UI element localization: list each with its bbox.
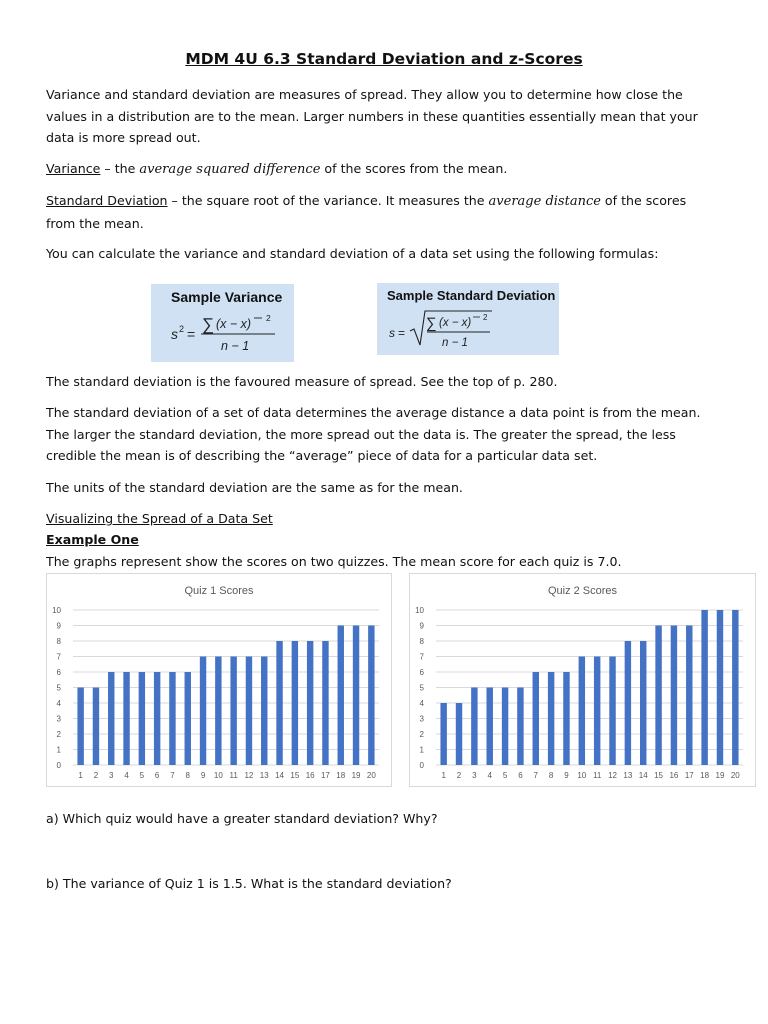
y-tick-label: 10 [415, 606, 424, 615]
bar [625, 641, 631, 765]
svg-text:n − 1: n − 1 [442, 337, 468, 349]
y-tick-label: 6 [419, 668, 424, 677]
svg-text:2: 2 [266, 313, 271, 323]
sd-meaning-line-2: The larger the standard deviation, the more spread out the data is. The greater the spread, the less [46, 426, 676, 442]
intro-paragraph [46, 84, 726, 149]
bar [701, 610, 707, 765]
y-tick-label: 10 [52, 606, 61, 615]
bar [338, 626, 344, 766]
formula-intro: You can calculate the variance and standard deviation of a data set using the following formulas: [46, 246, 659, 261]
svg-text:=: = [187, 326, 196, 342]
bar [169, 672, 175, 765]
x-tick-label: 7 [533, 771, 539, 780]
bar [579, 657, 585, 766]
chart-title: Quiz 1 Scores [184, 585, 254, 597]
variance-def-pre: – the [100, 161, 140, 176]
bar [77, 688, 83, 766]
bar [594, 657, 600, 766]
x-tick-label: 4 [124, 771, 129, 780]
bar [261, 657, 267, 766]
bar [563, 672, 569, 765]
x-tick-label: 11 [593, 771, 602, 780]
bar [686, 626, 692, 766]
x-tick-label: 5 [139, 771, 145, 780]
svg-text:2: 2 [179, 324, 185, 334]
y-tick-label: 4 [56, 699, 61, 708]
x-tick-label: 18 [336, 771, 346, 780]
x-tick-label: 14 [638, 771, 648, 780]
bar [276, 641, 282, 765]
y-tick-label: 1 [419, 745, 424, 755]
x-tick-label: 4 [487, 771, 492, 780]
sample-sd-formula [377, 283, 559, 355]
svg-text:s: s [389, 326, 395, 340]
x-tick-label: 16 [305, 771, 315, 780]
bar [732, 610, 738, 765]
svg-text:∑: ∑ [426, 315, 437, 332]
sample-sd-title: Sample Standard Deviation [387, 288, 556, 303]
bar [154, 672, 160, 765]
x-tick-label: 8 [185, 771, 190, 780]
sample-variance-formula [151, 284, 294, 362]
x-tick-label: 18 [700, 771, 710, 780]
bar [471, 688, 477, 766]
bar [215, 657, 221, 766]
x-tick-label: 14 [275, 771, 285, 780]
bar [517, 688, 523, 766]
svg-text:s: s [171, 326, 178, 342]
sd-meaning-line-3: credible the mean is of describing the “average” piece of data for a particular data set. [46, 448, 598, 463]
x-tick-label: 1 [78, 771, 83, 780]
x-tick-label: 12 [608, 771, 617, 780]
y-tick-label: 5 [56, 683, 61, 693]
sd-definition [46, 190, 726, 234]
x-tick-label: 20 [366, 771, 376, 780]
x-tick-label: 2 [93, 771, 99, 780]
bar [322, 641, 328, 765]
y-tick-label: 1 [56, 745, 61, 755]
bar [230, 657, 236, 766]
bar [717, 610, 723, 765]
x-tick-label: 1 [441, 771, 446, 780]
svg-text:2: 2 [483, 313, 488, 322]
x-tick-label: 7 [170, 771, 175, 780]
y-tick-label: 9 [419, 621, 424, 631]
y-tick-label: 4 [419, 699, 424, 708]
question-b: b) The variance of Quiz 1 is 1.5. What is the standard deviation? [46, 876, 452, 891]
x-tick-label: 15 [290, 771, 300, 780]
y-tick-label: 0 [419, 761, 424, 770]
x-tick-label: 9 [200, 771, 206, 780]
x-tick-label: 11 [229, 771, 238, 780]
y-tick-label: 6 [56, 668, 61, 677]
sd-meaning-paragraph [46, 402, 726, 467]
x-tick-label: 6 [154, 771, 160, 780]
x-tick-label: 20 [730, 771, 740, 780]
bar [307, 641, 313, 765]
sd-term: Standard Deviation [46, 193, 168, 208]
favoured-measure: The standard deviation is the favoured measure of spread. See the top of p. 280. [46, 374, 558, 389]
y-tick-label: 5 [419, 683, 424, 693]
example-text: The graphs represent show the scores on two quizzes. The mean score for each quiz is 7.0. [46, 554, 622, 569]
sd-meaning-line-1: The standard deviation of a set of data determines the average distance a data point is from the mean. [46, 405, 701, 420]
bar [440, 703, 446, 765]
x-tick-label: 12 [244, 771, 254, 780]
bar [487, 688, 493, 766]
bar [246, 657, 252, 766]
y-tick-label: 9 [56, 621, 61, 631]
x-tick-label: 10 [577, 771, 587, 780]
x-tick-label: 3 [109, 771, 114, 780]
y-tick-label: 2 [56, 730, 61, 739]
bar [368, 626, 374, 766]
x-tick-label: 17 [684, 771, 694, 780]
bar [502, 688, 508, 766]
y-tick-label: 7 [56, 652, 61, 662]
x-tick-label: 13 [623, 771, 633, 780]
quiz1-chart-frame [46, 573, 392, 787]
bar [292, 641, 298, 765]
bar [671, 626, 677, 766]
bar [139, 672, 145, 765]
y-tick-label: 8 [419, 637, 424, 646]
bar [200, 657, 206, 766]
bar [353, 626, 359, 766]
bar [456, 703, 462, 765]
variance-definition [46, 158, 726, 181]
x-tick-label: 15 [654, 771, 664, 780]
sample-sd-box [377, 283, 559, 355]
bar [123, 672, 129, 765]
variance-def-emphasis: average squared difference [139, 162, 321, 177]
intro-line-3: data is more spread out. [46, 130, 201, 145]
intro-line-1: Variance and standard deviation are measures of spread. They allow you to determine how close the [46, 87, 683, 102]
bar [533, 672, 539, 765]
visualizing-heading: Visualizing the Spread of a Data Set [46, 511, 273, 526]
x-tick-label: 6 [518, 771, 523, 780]
y-tick-label: 0 [56, 761, 61, 770]
svg-text:∑: ∑ [202, 315, 215, 334]
bar [548, 672, 554, 765]
y-tick-label: 3 [56, 714, 61, 724]
x-tick-label: 9 [564, 771, 569, 780]
y-tick-label: 2 [419, 730, 424, 739]
intro-line-2: values in a distribution are to the mean. Larger numbers in these quantities essentially mean that your [46, 108, 698, 124]
x-tick-label: 8 [548, 771, 554, 780]
bar [609, 657, 615, 766]
quiz2-chart-frame [409, 573, 756, 787]
y-tick-label: 3 [419, 714, 424, 724]
sample-variance-box [151, 284, 294, 362]
sd-def-post: of the scores [600, 193, 687, 208]
sd-def-emphasis: average distance [488, 194, 601, 209]
svg-text:(x − x): (x − x) [216, 317, 252, 331]
bar [108, 672, 114, 765]
x-tick-label: 16 [669, 771, 679, 780]
x-tick-label: 19 [715, 771, 725, 780]
x-tick-label: 2 [456, 771, 462, 780]
question-a: a) Which quiz would have a greater standard deviation? Why? [46, 811, 438, 826]
variance-def-post: of the scores from the mean. [320, 161, 508, 176]
bar [185, 672, 191, 765]
svg-text:n − 1: n − 1 [221, 339, 250, 353]
chart-title: Quiz 2 Scores [547, 585, 618, 597]
variance-term: Variance [46, 161, 101, 176]
y-tick-label: 7 [419, 652, 424, 662]
x-tick-label: 13 [259, 771, 269, 780]
sample-variance-title: Sample Variance [171, 289, 283, 305]
units-statement: The units of the standard deviation are the same as for the mean. [46, 480, 463, 495]
example-heading: Example One [46, 532, 139, 547]
svg-text:(x − x): (x − x) [439, 317, 472, 329]
sd-def-line-2: from the mean. [46, 215, 144, 231]
x-tick-label: 5 [502, 771, 508, 780]
bar [640, 641, 646, 765]
page-title: MDM 4U 6.3 Standard Deviation and z-Scores [185, 50, 583, 68]
sd-def-pre: – the square root of the variance. It measures the [167, 193, 489, 208]
svg-text:=: = [398, 326, 406, 340]
bar [93, 688, 99, 766]
y-tick-label: 8 [56, 637, 61, 646]
x-tick-label: 19 [351, 771, 361, 780]
x-tick-label: 3 [472, 771, 477, 780]
x-tick-label: 17 [320, 771, 330, 780]
x-tick-label: 10 [213, 771, 223, 780]
quiz2-chart [410, 574, 755, 786]
quiz1-chart [47, 574, 391, 786]
bar [655, 626, 661, 766]
